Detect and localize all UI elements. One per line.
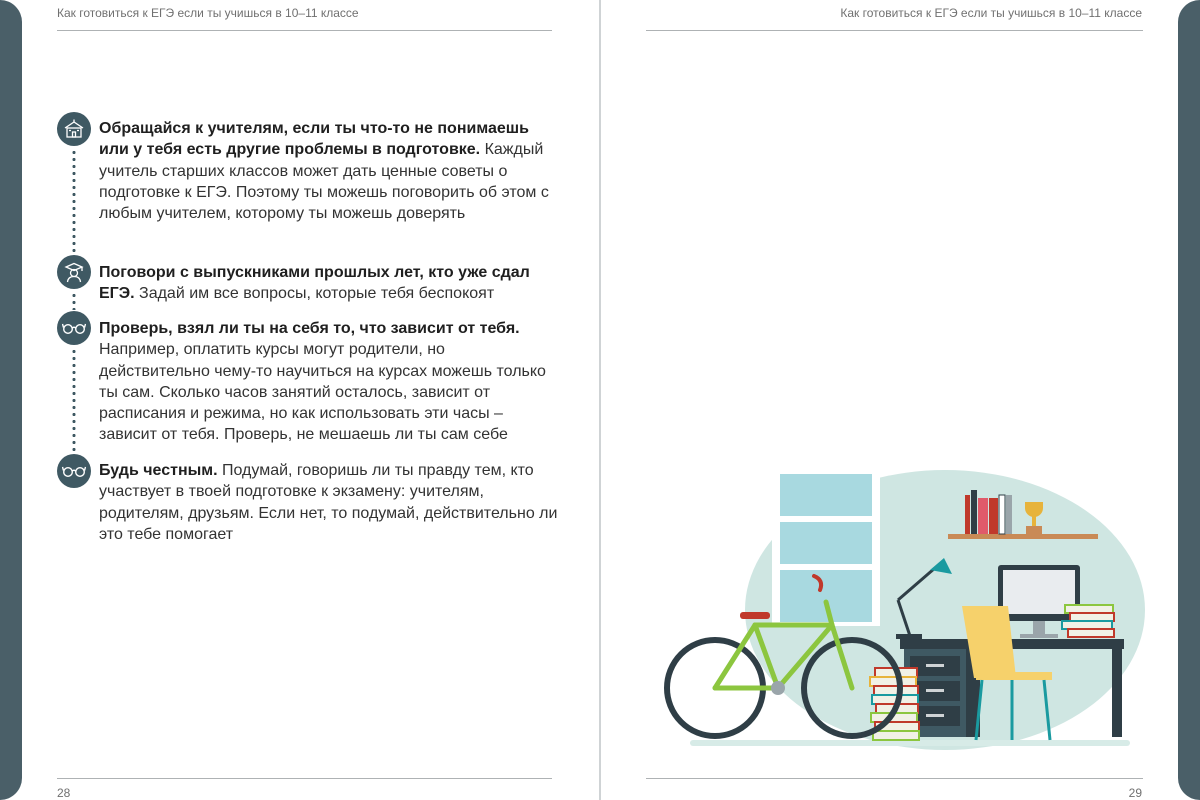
tip-lead: Поговори с выпускниками прошлых лет, кто уже сдал ЕГЭ. [99, 264, 530, 303]
school-building-icon [57, 112, 91, 146]
running-title-left: Как готовиться к ЕГЭ если ты учишься в 10–11 классе [57, 6, 359, 20]
tip-lead: Обращайся к учителям, если ты что-то не понимаешь или у тебя есть другие проблемы в подготовке. [99, 120, 529, 159]
book-cover-right-edge [1178, 0, 1200, 800]
footer-rule-right [646, 778, 1143, 779]
page-number-left: 28 [57, 786, 71, 800]
book-stack-desk [1062, 605, 1114, 637]
tip-lead: Проверь, взял ли ты на себя то, что зависит от тебя. [99, 320, 520, 337]
tip-body: Задай им все вопросы, которые тебя беспокоят [139, 285, 495, 303]
tip-graduates [99, 262, 559, 305]
glasses-icon [57, 454, 91, 488]
header-rule-right [646, 30, 1143, 31]
tip-body: Подумай, говоришь ли ты правду тем, кто участвует в твоей подготовке к экзамену: учителям, родителям, друзьям. Если нет, то подумай, действительно ли это тебе помогает [99, 462, 558, 543]
tip-responsibility [99, 318, 559, 446]
graduate-icon [57, 255, 91, 289]
book-spine [599, 0, 601, 800]
footer-rule-left [57, 778, 552, 779]
header-rule-left [57, 30, 552, 31]
tip-honesty [99, 460, 559, 545]
tip-body: Например, оплатить курсы могут родители, но действительно чему-то научиться на курсах можешь только ты сам. Сколько часов занятий осталось, зависит от расписания и режима, но как использовать эти часы – зависит от тебя. Проверь, не мешаешь ли ты сам себе [99, 341, 546, 444]
page-number-right: 29 [1128, 786, 1142, 800]
tip-teachers [99, 118, 559, 224]
timeline-dots-3 [72, 348, 76, 452]
glasses-icon [57, 311, 91, 345]
timeline-dots-1 [72, 149, 76, 253]
book-cover-left-edge [0, 0, 22, 800]
running-title-right: Как готовиться к ЕГЭ если ты учишься в 10–11 классе [840, 6, 1142, 20]
tip-body: Каждый учитель старших классов может дать ценные советы о подготовке к ЕГЭ. Поэтому ты можешь поговорить об этом с любым учителем, которому ты можешь доверять [99, 141, 549, 223]
study-room-illustration [660, 450, 1150, 755]
tip-lead: Будь честным. [99, 462, 218, 479]
timeline-dots-2 [72, 292, 76, 310]
